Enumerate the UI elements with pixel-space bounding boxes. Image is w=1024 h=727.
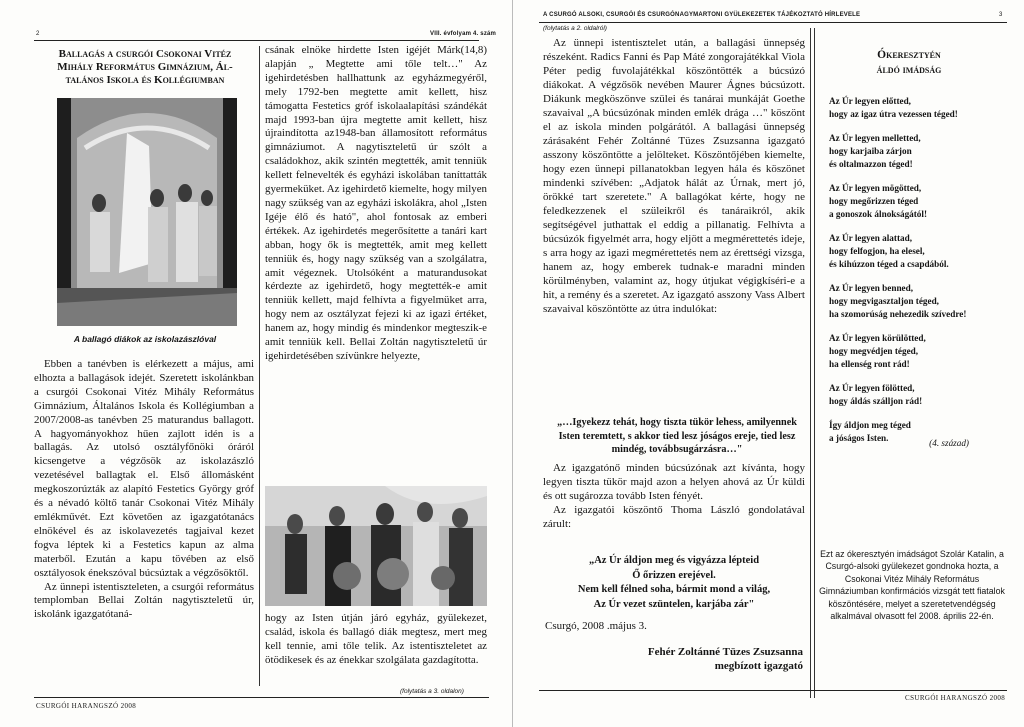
column-divider (259, 46, 260, 686)
left-footer: CSURGÓI HARANGSZÓ 2008 (36, 702, 137, 710)
prayer-stanza (829, 95, 1019, 121)
quote-vass-albert: „…Igyekezz tehát, hogy tiszta tükör lehess, amilyennek Isten teremtett, s akkor tied lesz jóságos ereje, tied lesz mindég, továbbsugárzásra…" (557, 417, 797, 455)
main-article-text (543, 36, 805, 316)
title-line: Mihály Református Gimnázium, Ál- (57, 61, 233, 73)
prayer-line: Az Úr legyen alattad, (829, 233, 913, 243)
paragraph: Az ünnepi istentisztelet után, a ballagási ünnepség részeként. Radics Fanni és Pap Máté zongorajátékkal Viola Péter pedig fuvolajátékkal köszöntötték a búcsúzó diákokat. A végzősök nevében Maurer Ágnes búcsúzott. Diákunk megköszönve szülei és tanárai munkáját Goethe szavaival „A búcsúzónak minden emlék drága …" köszönt el az iskola minden polgárától. A ballagási ünnepség zárásaként Fehér Zoltánné Tüzes Zsuzsanna igazgató asszony köszöntötte a jelölteket. Köszöntőjében kiemelte, hogy ezen ünnepi pillanatokban legyen hála és köszönet mindenki szívében: „Adjatok hálát az Úrnak, mert jó, örökké tart szeretete." A ballagókat kérte, hogy ne feledkezzenek el szüleikről és tanáraikról, akik segítségével juthattak el eddig a pillanatig. Felhívta a búcsúzók figyelmét arra, hogy eljött a megmérettetés ideje, s arra hogy az igazi megmérettetés nem az érettségi vizsga, hanem az, hogy emberek tudnak-e maradni minden körülményben, valamint az, hogy útjukat végigkíséri-e a hit, a remény és a szeretet. Az igazgató asszony Vass Albert szavaival köszöntötte az útra indulókat: (543, 37, 805, 315)
prayer-line: hogy megvédjen téged, (829, 346, 919, 356)
prayer-line: hogy megvigasztaljon téged, (829, 296, 939, 306)
prayer-line: Az Úr legyen fölötted, (829, 383, 915, 393)
footer-rule (539, 690, 1007, 691)
paragraph: hogy az Isten útján járó egyház, gyülekezet, család, iskola és ballagó diák megtesz, mert meg kell tennie, ami tőle telik. Az istentiszteletet az ötödikesek és az énekkar szolgálata gazdagította. (265, 612, 487, 666)
column-divider (810, 28, 811, 698)
photo-graduates-with-flag (57, 98, 237, 326)
prayer-line: hogy megőrizzen téged (829, 196, 919, 206)
prayer-line: ha ellenség ront rád! (829, 359, 910, 369)
date-line: Csurgó, 2008 .május 3. (545, 620, 647, 632)
signature-name: Fehér Zoltánné Tüzes Zsuzsanna (647, 646, 803, 658)
prayer-line: és kihúzzon téged a csapdából. (829, 259, 949, 269)
closing-text (543, 461, 805, 531)
prayer-line: hogy karjaiba zárjon (829, 146, 912, 156)
prayer-line: Az Úr legyen benned, (829, 283, 914, 293)
prayer-century: (4. század) (929, 438, 969, 448)
prayer-stanza (829, 132, 1019, 171)
signature (623, 645, 803, 673)
quote-line: Az Úr vezet szüntelen, karjába zár" (593, 598, 755, 610)
header-rule (539, 22, 1007, 23)
prayer-line: Az Úr legyen mögötted, (829, 183, 922, 193)
quote-thoma-laszlo (543, 554, 805, 612)
title-line: Ballagás a csurgói Csokonai Vitéz (58, 48, 232, 60)
prayer-stanza (829, 382, 1019, 408)
prayer-stanza (829, 182, 1019, 221)
newsletter-header: A CSURGÓ ALSOKI, CSURGÓI ÉS CSURGÓNAGYMARTONI GYÜLEKEZETEK TÁJÉKOZTATÓ HÍRLEVELE (543, 12, 861, 18)
photo-students-with-flowers (265, 486, 487, 606)
right-page-number: 3 (999, 12, 1003, 18)
prayer-stanza (829, 232, 1019, 271)
prayer-stanza (829, 282, 1019, 321)
prayer-line: ha szomorúság nehezedik szívedre! (829, 309, 967, 319)
prayer-title-line: Ókeresztyén (877, 49, 941, 61)
column-divider-double (814, 28, 815, 698)
prayer-line: a gonoszok álnokságától! (829, 209, 928, 219)
column2-top-text (265, 44, 487, 364)
signature-title: megbízott igazgató (714, 660, 803, 672)
prayer-line: Az Úr legyen melletted, (829, 133, 921, 143)
photo-graduates-drawing (57, 98, 237, 326)
prayer-line: Az Úr legyen előtted, (829, 96, 911, 106)
continued-from-note: (folytatás a 2. oldalról) (543, 25, 607, 32)
article-title (34, 48, 256, 87)
quote-line: Nem kell félned soha, bármit mond a világ, (577, 584, 771, 595)
continued-note: (folytatás a 3. oldalon) (400, 688, 464, 695)
right-page (512, 0, 1024, 727)
prayer-title-line: áldó imádság (876, 64, 942, 76)
prayer-line: és oltalmazzon téged! (829, 159, 913, 169)
quote-line: Ő őrizzen erejével. (632, 569, 716, 581)
photo-students-drawing (265, 486, 487, 606)
prayer-note: Ezt az ókeresztyén imádságot Szolár Katalin, a Csurgó-alsoki gyülekezet gondnoka hozta, a Csokonai Vitéz Mihály Református Gimnáziumban konfirmációs vizsgát tett fiatalok köszöntésére, melyet a szeretetvendégség alkalmával olvasott fel 2008. április 22-én. (819, 549, 1005, 622)
paragraph: Az igazgatói köszöntő Thoma László gondolatával zárult: (543, 504, 805, 530)
paragraph: Az igazgatónő minden búcsúzónak azt kívánta, hogy legyen tiszta tükör majd azon a helyen ahová az Úr küldi és ott sugározza tovább Isten fényét. (543, 462, 805, 502)
prayer-line: hogy az igaz útra vezessen téged! (829, 109, 958, 119)
issue-label: VIII. évfolyam 4. szám (430, 31, 497, 37)
left-page-number: 2 (36, 31, 40, 37)
footer-rule (34, 697, 489, 698)
prayer-text (829, 95, 1019, 450)
column1-text (34, 358, 254, 622)
header-rule (34, 40, 479, 41)
prayer-line: a jóságos Isten. (829, 433, 889, 443)
paragraph: Az ünnepi istentiszteleten, a csurgói református templomban Bellai Zoltán nagytiszteletű úr, iskolánk igazgatótaná- (34, 580, 254, 621)
prayer-stanza (829, 332, 1019, 371)
prayer-line: hogy felfogjon, ha elesel, (829, 246, 925, 256)
column2-bottom-text (265, 612, 487, 668)
right-footer: CSURGÓI HARANGSZÓ 2008 (905, 694, 1006, 702)
title-line: talános Iskola és Kollégiumban (65, 74, 225, 86)
photo1-caption: A ballagó diákok az iskolazászlóval (73, 334, 217, 344)
paragraph: csának elnöke hirdette Isten igéjét Márk(14,8) alapján „ Megtette ami tőle telt…" Az igehirdetésben hallhattunk az egyházmegyéről, mely 1792-ben megtette amit kellett, hisz támogatta Festetics gróf iskolaalapítási szándékát majd 1993-ban újra megtette amit kellett, hisz újraindította az1948-ban államosított református gimnáziumot. A nagytiszteletű úr szólt a családokhoz, akik szintén megtették, amit tenniük kellett felnevelték és egyházi iskolában taníttatták gyermeküket. Az igehirdető kiemelte, hogy milyen nagy szükség van az egyházi iskolákra, ahol „Isten Igéje élő és ható", ahol fontosak az emberi értékek. Az igehirdetés megerősítette a tanári kart abban, hogy ők is megtették, amit meg kellett tenniük és, hogy nagy szükség van a szolgálatra, amit végeznek. Utolsóként a maturandusokat kérdezte az igehirdető, hogy megtették-e amit tenniük kellett, majd felhívta a figyelmüket arra, hogy nem az osztályzat fejezi ki az igazi értéket, hanem az, hogy mindig és mindenkor megteszik-e amit tenniük kell. Bellai Zoltán nagytiszteletű úr igehirdetésében szívünkre helyezte, (265, 44, 487, 362)
prayer-line: Az Úr legyen körülötted, (829, 333, 926, 343)
paragraph: Ebben a tanévben is elérkezett a május, ami elhozta a ballagások idejét. Szeretett iskolánkban a csurgói Csokonai Vitéz Mihály Református Gimnázium, Általános Iskola és Kollégiumban a 2007/2008-as tanévben 25 maturandus ballagott. A hagyományokhoz hűen zajlott idén is a ballagás. Az utolsó osztályfőnöki óráról kicsengetve a végzősök az iskolazászló vezetésével ballagtak el. Első állomásként megkoszorúzták az alapító Festetics György gróf és a névadó költő tanár Csokonai Vitéz Mihály emlékművét. Ezt követően az igazgatótanács elnökével és az iskolavezetés tagjaival kezet fogva léptek ki a Festetics kapun az alma materből. Ezután a kapu tövében az első osztályosok énekszóval búcsúztak a végzősöktől. (34, 358, 254, 579)
quote-line: „Az Úr áldjon meg és vigyázza lépteid (588, 555, 760, 566)
prayer-title (819, 48, 999, 78)
prayer-line: Így áldjon meg téged (829, 420, 911, 430)
prayer-line: hogy áldás szálljon rád! (829, 396, 923, 406)
